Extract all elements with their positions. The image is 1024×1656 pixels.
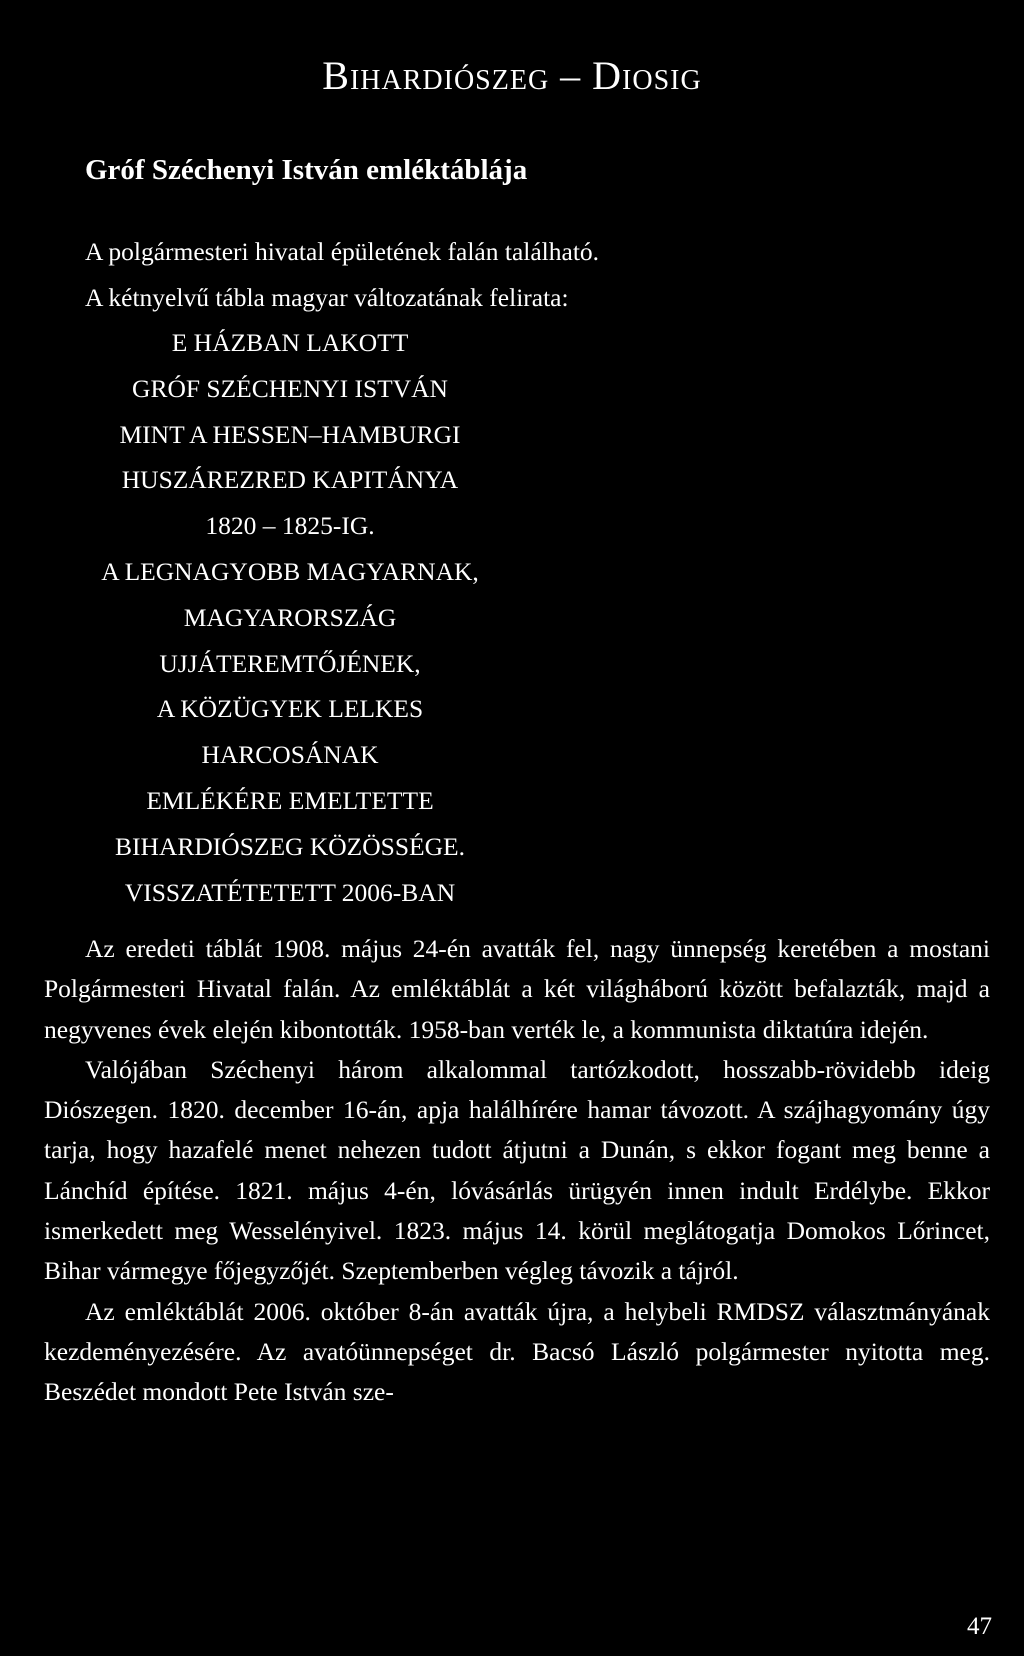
body-text [44,929,990,1413]
inscription-line: E HÁZBAN LAKOTT [171,328,409,357]
chapter-title: Bihardiószeg – Diosig [322,53,702,98]
inscription-line: HUSZÁREZRED KAPITÁNYA [121,465,459,495]
page-number: 47 [967,1613,992,1640]
intro-line-location: A polgármesteri hivatal épületének falán található. [85,237,600,266]
inscription-line: A LEGNAGYOBB MAGYARNAK, [101,556,479,586]
inscription-line: UJJÁTEREMTŐJÉNEK, [159,648,421,678]
plaque-inscription [40,320,540,915]
inscription-line: 1820 – 1825-IG. [205,511,375,541]
inscription-line: GRÓF SZÉCHENYI ISTVÁN [132,373,448,403]
inscription-line: HARCOSÁNAK [201,740,379,770]
inscription-line: MAGYARORSZÁG [183,602,397,632]
paragraph-szechenyi-visits: Valójában Széchenyi három alkalommal tartózkodott, hosszabb-rövidebb ideig Diószegen. 1820. december 16-án, apja halálhírére hamar távozott. A szájhagyomány úgy tarja, hogy hazafelé menet nehezen tudott átjutni a Dunán, s ekkor fogant meg benne a Lánchíd építése. 1821. május 4-én, lóvásárlás ürügyén innen indult Erdélybe. Ekkor ismerkedett meg Wesselényivel. 1823. május 14. körül meglátogatja Domokos Lőrincet, Bihar vármegye főjegyzőjét. Szeptemberben végleg távozik a tájról. [44,1054,990,1286]
paragraph-original-plaque: Az eredeti táblát 1908. május 24-én avatták fel, nagy ünnepség keretében a mostani Polgármesteri Hivatal falán. Az emléktáblát a két világháború között befalazták, majd a negyvenes évek elején kibontották. 1958-ban verték le, a kommunista diktatúra idején. [44,934,990,1044]
intro-line-inscription-note: A kétnyelvű tábla magyar változatának felirata: [85,283,569,312]
inscription-line: A KÖZÜGYEK LELKES [156,694,424,724]
inscription-line: MINT A HESSEN–HAMBURGI [119,419,461,449]
section-title: Gróf Széchenyi István emléktáblája [85,154,528,186]
inscription-line: BIHARDIÓSZEG KÖZÖSSÉGE. [115,831,465,861]
inscription-line: VISSZATÉTETETT 2006-BAN [124,877,456,907]
inscription-line: EMLÉKÉRE EMELTETTE [146,785,434,815]
paragraph-rededication: Az emléktáblát 2006. október 8-án avatták újra, a helybeli RMDSZ választmányának kezdeményezésére. Az avatóünnepséget dr. Bacsó László polgármester nyitotta meg. Beszédet mondott Pete István sze- [44,1296,990,1407]
